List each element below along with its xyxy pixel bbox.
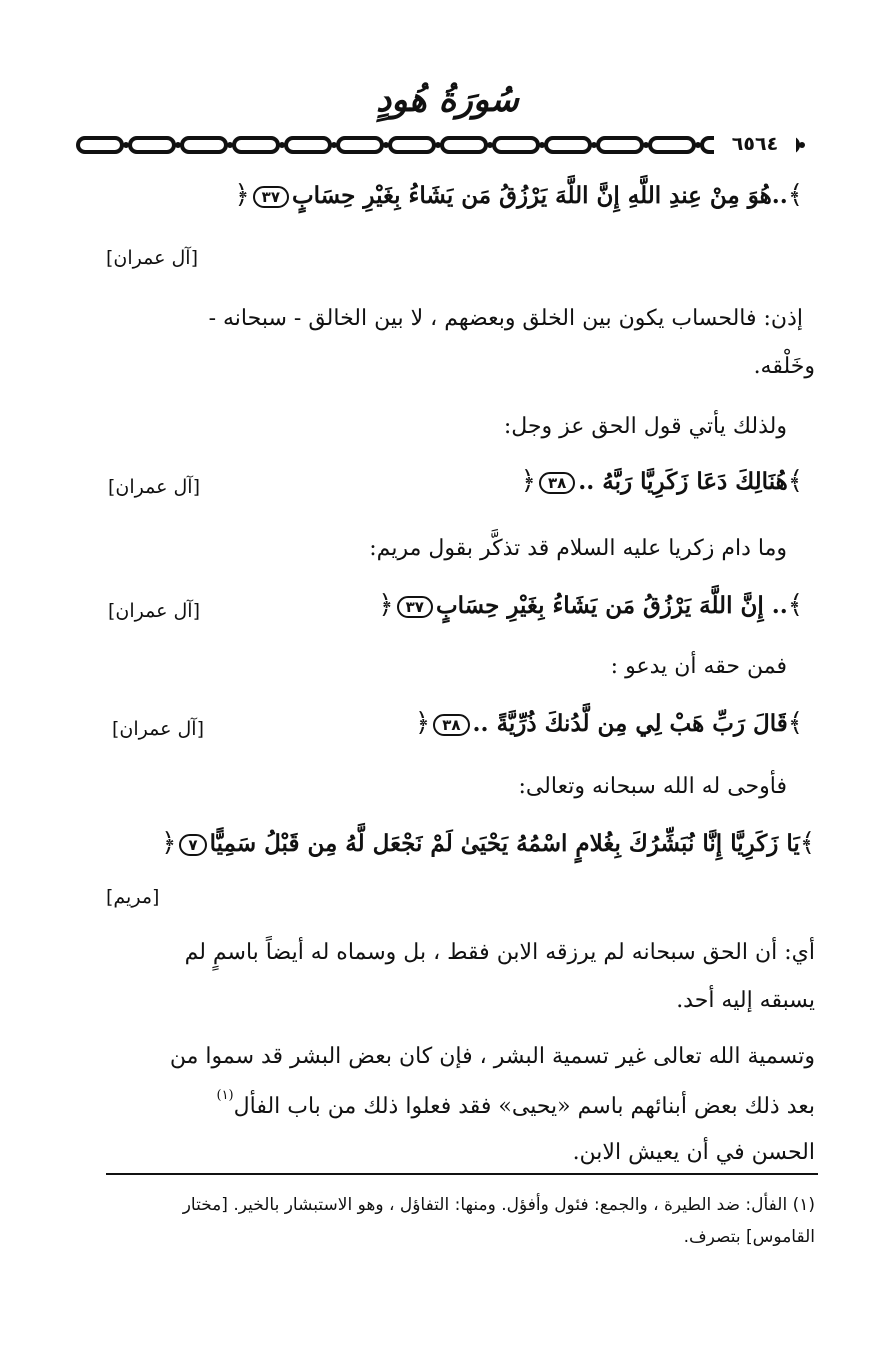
paragraph-line: أي: أن الحق سبحانه لم يرزقه الابن فقط ، بل وسماه له أيضاً باسمٍ لم [184,940,815,965]
paragraph-line: وما دام زكريا عليه السلام قد تذكَّر بقول مريم: [369,536,787,561]
verse-text: قَالَ رَبِّ هَبْ لِي مِن لَّدُنكَ ذُرِّيَّةً .. [472,710,788,737]
paragraph-line: فمن حقه أن يدعو : [610,654,787,679]
ayah-number: ٣٧ [397,596,433,618]
paragraph-line: ولذلك يأتي قول الحق عز وجل: [503,414,787,439]
verse-line: ﴾..هُوَ مِنْ عِندِ اللَّهِ إِنَّ اللَّهَ يَرْزُقُ مَن يَشَاءُ بِغَيْرِ حِسَابٍ٣٧﴿ [234,180,803,210]
paragraph-line: الحسن في أن يعيش الابن. [572,1140,815,1165]
verse-source: [آل عمران] [108,600,200,622]
ayah-number: ٧ [179,834,206,856]
paragraph-line: وتسمية الله تعالى غير تسمية البشر ، فإن كان بعض البشر قد سموا من [169,1044,815,1069]
paragraph-line: فأوحى له الله سبحانه وتعالى: [518,774,787,799]
verse-line: ﴾يَا زَكَرِيَّا إِنَّا نُبَشِّرُكَ بِغُلامٍ اسْمُهُ يَحْيَىٰ لَمْ نَجْعَل لَّهُ مِن قَبْلُ سَمِيًّا٧﴿ [161,828,815,858]
verse-text: ..هُوَ مِنْ عِندِ اللَّهِ إِنَّ اللَّهَ يَرْزُقُ مَن يَشَاءُ بِغَيْرِ حِسَابٍ [291,182,788,209]
footnote-line: القاموس] بتصرف. [683,1227,815,1247]
verse-source: [آل عمران] [108,476,200,498]
ayah-number: ٣٧ [253,186,289,208]
ayah-number: ٣٨ [539,472,575,494]
surah-title: سُورَةُ هُودٍ [376,80,519,120]
verse-line: ﴾.. إِنَّ اللَّهَ يَرْزُقُ مَن يَشَاءُ بِغَيْرِ حِسَابٍ٣٧﴿ [378,590,803,620]
paragraph-line: وخَلْقه. [753,354,815,379]
verse-source: [آل عمران] [106,247,198,269]
footnote-divider [106,1173,818,1175]
verse-text: يَا زَكَرِيَّا إِنَّا نُبَشِّرُكَ بِغُلامٍ اسْمُهُ يَحْيَىٰ لَمْ نَجْعَل لَّهُ مِن قَبْلُ سَمِيًّا [209,830,800,857]
verse-text: .. إِنَّ اللَّهَ يَرْزُقُ مَن يَشَاءُ بِغَيْرِ حِسَابٍ [435,592,788,619]
footnote-line: (١) الفأل: ضد الطيرة ، والجمع: فئول وأفؤل. ومنها: التفاؤل ، وهو الاستبشار بالخير. [مختار [182,1195,815,1215]
verse-source: [مريم] [106,886,160,908]
verse-source: [آل عمران] [112,718,204,740]
paragraph-line: بعد ذلك بعض أبنائهم باسم «يحيى» فقد فعلوا ذلك من باب الفأل$^{(١)}$ [216,1088,815,1119]
verse-line: ﴾قَالَ رَبِّ هَبْ لِي مِن لَّدُنكَ ذُرِّيَّةً ..٣٨﴿ [415,708,803,738]
paragraph-line: يسبقه إليه أحد. [676,988,815,1013]
paragraph-line: إذن: فالحساب يكون بين الخلق وبعضهم ، لا بين الخالق - سبحانه - [208,306,803,331]
ayah-number: ٣٨ [433,714,469,736]
verse-text: هُنَالِكَ دَعَا زَكَرِيَّا رَبَّهُ .. [578,468,788,495]
page-number: ٦٥٦٤ [714,130,796,158]
verse-line: ﴾هُنَالِكَ دَعَا زَكَرِيَّا رَبَّهُ ..٣٨﴿ [520,466,803,496]
footnote-marker[interactable]: (١) [216,1088,234,1103]
